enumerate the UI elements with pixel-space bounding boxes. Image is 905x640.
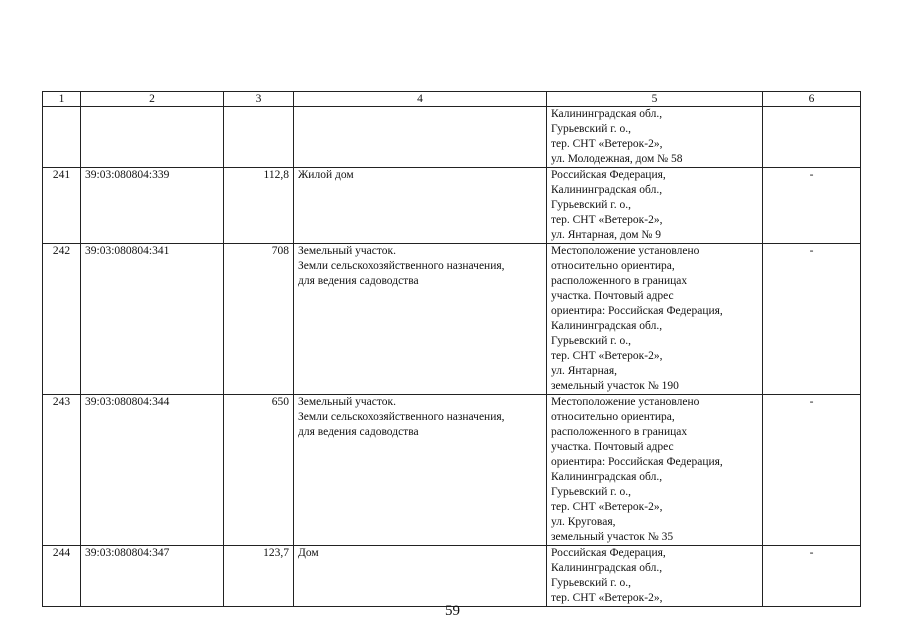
cell-address-line: Калининградская обл., bbox=[551, 108, 663, 120]
cell-description bbox=[294, 107, 547, 168]
cell-number: 243 bbox=[43, 395, 81, 546]
cell-cadastral-number bbox=[81, 107, 224, 168]
cell-cadastral-number: 39:03:080804:341 bbox=[81, 244, 224, 395]
cell-address-line: тер. СНТ «Ветерок-2», bbox=[551, 350, 663, 362]
cell-description-line: Жилой дом bbox=[298, 169, 354, 181]
cell-cadastral-number: 39:03:080804:339 bbox=[81, 168, 224, 244]
table-row bbox=[43, 395, 861, 546]
cell-address bbox=[547, 244, 763, 395]
cell-address-line: Гурьевский г. о., bbox=[551, 577, 631, 589]
cell-address-line: расположенного в границах bbox=[551, 426, 688, 438]
header-col-5: 5 bbox=[547, 92, 763, 107]
cell-area: 650 bbox=[224, 395, 294, 546]
cell-address bbox=[547, 168, 763, 244]
cell-area: 123,7 bbox=[224, 546, 294, 607]
cell-description bbox=[294, 168, 547, 244]
cell-address-line: Российская Федерация, bbox=[551, 169, 666, 181]
header-row bbox=[43, 92, 861, 107]
cell-number: 242 bbox=[43, 244, 81, 395]
cell-address-line: Местоположение установлено bbox=[551, 396, 700, 408]
header-col-4: 4 bbox=[294, 92, 547, 107]
cell-note bbox=[763, 107, 861, 168]
cell-number: 244 bbox=[43, 546, 81, 607]
cell-address-line: ул. Янтарная, bbox=[551, 365, 618, 377]
header-col-3: 3 bbox=[224, 92, 294, 107]
cell-description bbox=[294, 244, 547, 395]
cell-address-line: расположенного в границах bbox=[551, 275, 688, 287]
page-number: 59 bbox=[445, 603, 460, 619]
cell-note: - bbox=[763, 168, 861, 244]
cell-address-line: Гурьевский г. о., bbox=[551, 335, 631, 347]
table-row bbox=[43, 244, 861, 395]
cell-address-line: тер. СНТ «Ветерок-2», bbox=[551, 501, 663, 513]
table-row bbox=[43, 107, 861, 168]
header-col-1: 1 bbox=[43, 92, 81, 107]
cell-address-line: участка. Почтовый адрес bbox=[551, 441, 674, 453]
cell-number bbox=[43, 107, 81, 168]
cell-address-line: Гурьевский г. о., bbox=[551, 486, 631, 498]
cell-address bbox=[547, 107, 763, 168]
cell-address-line: тер. СНТ «Ветерок-2», bbox=[551, 138, 663, 150]
cell-note: - bbox=[763, 395, 861, 546]
cell-address-line: земельный участок № 35 bbox=[551, 531, 674, 543]
cell-number: 241 bbox=[43, 168, 81, 244]
cell-note: - bbox=[763, 546, 861, 607]
cell-address-line: ул. Круговая, bbox=[551, 516, 616, 528]
table-body bbox=[43, 107, 861, 607]
cell-area: 112,8 bbox=[224, 168, 294, 244]
cell-address-line: Гурьевский г. о., bbox=[551, 199, 631, 211]
cell-address-line: Калининградская обл., bbox=[551, 562, 663, 574]
cell-area bbox=[224, 107, 294, 168]
cell-description-line: Земельный участок. bbox=[298, 245, 396, 257]
cell-address-line: тер. СНТ «Ветерок-2», bbox=[551, 592, 663, 604]
cell-address-line: ул. Молодежная, дом № 58 bbox=[551, 153, 683, 165]
table-row bbox=[43, 546, 861, 607]
cell-address-line: ул. Янтарная, дом № 9 bbox=[551, 229, 662, 241]
cell-address-line: тер. СНТ «Ветерок-2», bbox=[551, 214, 663, 226]
registry-table bbox=[42, 91, 861, 607]
cell-address-line: Калининградская обл., bbox=[551, 184, 663, 196]
cell-cadastral-number: 39:03:080804:347 bbox=[81, 546, 224, 607]
cell-cadastral-number: 39:03:080804:344 bbox=[81, 395, 224, 546]
table-row bbox=[43, 168, 861, 244]
cell-address-line: Российская Федерация, bbox=[551, 547, 666, 559]
table-header bbox=[43, 92, 861, 107]
cell-description-line: для ведения садоводства bbox=[298, 426, 419, 438]
cell-description bbox=[294, 546, 547, 607]
cell-address-line: Калининградская обл., bbox=[551, 320, 663, 332]
cell-note: - bbox=[763, 244, 861, 395]
cell-description-line: Земли сельскохозяйственного назначения, bbox=[298, 411, 505, 423]
cell-description-line: Дом bbox=[298, 547, 319, 559]
cell-address-line: ориентира: Российская Федерация, bbox=[551, 305, 723, 317]
cell-address-line: Гурьевский г. о., bbox=[551, 123, 631, 135]
header-col-2: 2 bbox=[81, 92, 224, 107]
cell-address-line: относительно ориентира, bbox=[551, 411, 675, 423]
header-col-6: 6 bbox=[763, 92, 861, 107]
cell-description-line: Земельный участок. bbox=[298, 396, 396, 408]
cell-address bbox=[547, 546, 763, 607]
cell-area: 708 bbox=[224, 244, 294, 395]
cell-description-line: для ведения садоводства bbox=[298, 275, 419, 287]
cell-address-line: Местоположение установлено bbox=[551, 245, 700, 257]
cell-address-line: участка. Почтовый адрес bbox=[551, 290, 674, 302]
cell-address-line: ориентира: Российская Федерация, bbox=[551, 456, 723, 468]
cell-address-line: относительно ориентира, bbox=[551, 260, 675, 272]
cell-address-line: земельный участок № 190 bbox=[551, 380, 679, 392]
cell-address bbox=[547, 395, 763, 546]
cell-description bbox=[294, 395, 547, 546]
cell-description-line: Земли сельскохозяйственного назначения, bbox=[298, 260, 505, 272]
cell-address-line: Калининградская обл., bbox=[551, 471, 663, 483]
